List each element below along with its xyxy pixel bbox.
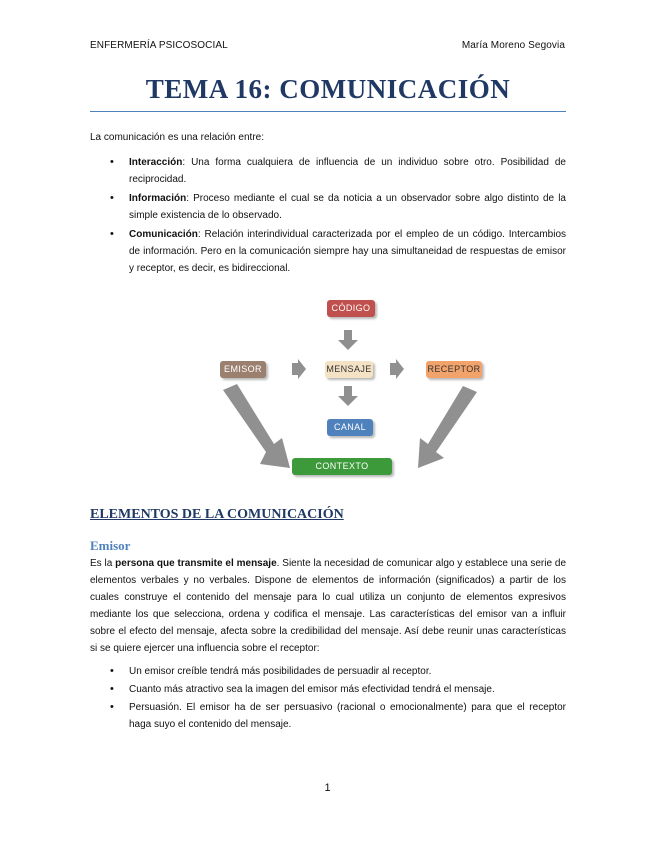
list-item [90,681,566,698]
list-item-text: Un emisor creíble tendrá más posibilidades de persuadir al receptor. [129,666,432,677]
emisor-bullet-list [90,663,566,733]
arrow-emisor-to-contexto [223,384,290,468]
paragraph-bold: persona que transmite el mensaje [115,558,277,569]
definition-term: Comunicación [129,229,198,240]
arrow-mensaje-to-receptor [390,359,404,379]
bullet-icon: • [110,228,114,240]
bullet-icon: • [110,665,114,677]
page-number: 1 [324,782,331,794]
communication-diagram [200,288,500,488]
definition-text: : Proceso mediante el cual se da noticia a un observador sobre algo distinto de la simple existencia de lo observado. [129,193,566,221]
bullet-icon: • [110,701,114,713]
list-item-text: Persuasión. El emisor ha de ser persuasivo (racional o emocionalmente) para que el receptor haga suyo el contenido del mensaje. [129,702,566,730]
header-author: María Moreno Segovia [461,40,565,51]
definition-item [90,226,566,277]
arrow-mensaje-to-canal [338,386,358,406]
bullet-icon: • [110,683,114,695]
emisor-paragraph [90,555,566,657]
header-course: ENFERMERÍA PSICOSOCIAL [90,40,228,51]
list-item [90,663,566,680]
list-item-text: Cuanto más atractivo sea la imagen del emisor más efectividad tendrá el mensaje. [129,684,495,695]
paragraph-rest: . Siente la necesidad de comunicar algo y establece una serie de elementos verbales y no verbales. Dispone de elementos de información (significados) a partir de los cuales construye el contenido del mensaje para lo cual utiliza un conjunto de elementos expresivos mediante los que selecciona, ordena y codifica el mensaje. Las características del emisor van a influir sobre el efecto del mensaje, afecta sobre la credibilidad del mensaje. Así debe reunir unas características si se quiere ejercer una influencia sobre el receptor: [90,558,567,654]
definition-text: : Relación interindividual caracterizada por el empleo de un código. Intercambios de información. Pero en la comunicación siempre hay una simultaneidad de respuestas de emisor y receptor, es decir, es bidireccional. [129,229,566,274]
arrow-receptor-to-contexto [418,386,477,468]
node-codigo: CÓDIGO [327,300,375,317]
intro-text: La comunicación es una relación entre: [90,132,264,143]
list-item [90,699,566,733]
arrow-codigo-to-mensaje [338,330,358,350]
page-title: TEMA 16: COMUNICACIÓN [145,74,511,104]
definition-item [90,154,566,188]
node-receptor: RECEPTOR [426,361,482,378]
definition-list [90,154,566,277]
paragraph-start: Es la [90,558,116,569]
node-contexto: CONTEXTO [292,458,392,475]
bullet-icon: • [110,192,114,204]
node-emisor: EMISOR [220,361,266,378]
node-canal: CANAL [327,419,373,436]
emisor-heading: Emisor [90,538,131,553]
definition-item [90,190,566,224]
title-underline [90,111,566,112]
definition-term: Interacción [129,157,183,168]
arrow-emisor-to-mensaje [292,359,306,379]
definition-text: : Una forma cualquiera de influencia de un individuo sobre otro. Posibilidad de reciprocidad. [129,157,566,185]
node-mensaje: MENSAJE [325,361,373,378]
section-title: ELEMENTOS DE LA COMUNICACIÓN [90,507,344,522]
bullet-icon: • [110,156,114,168]
definition-term: Información [129,193,187,204]
